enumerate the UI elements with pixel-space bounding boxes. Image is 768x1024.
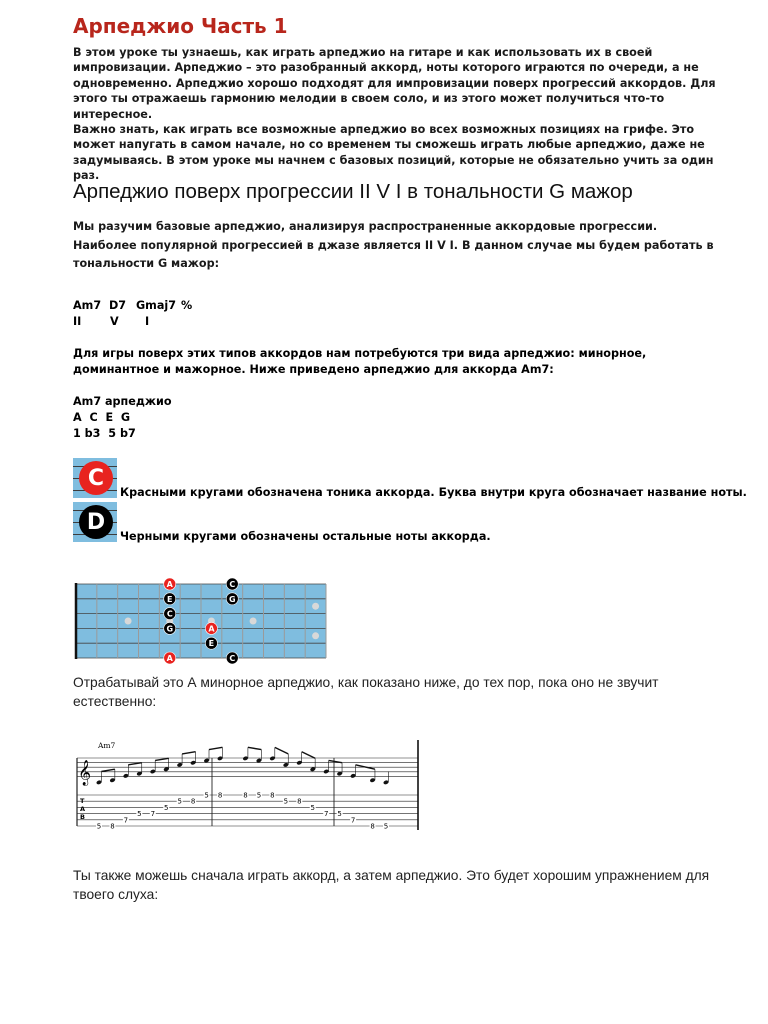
note-label: A [166, 580, 173, 589]
tab-number: 8 [297, 797, 302, 806]
tab-clef-letter: A [80, 805, 86, 813]
note-label: C [166, 609, 173, 619]
tab-number: 5 [137, 810, 142, 819]
note-label: A [166, 654, 173, 663]
tab-number: 5 [383, 822, 389, 831]
note-beam [302, 752, 315, 759]
arpeggio-intervals: 1 b3 5 b7 [73, 426, 136, 440]
tab-clef-letter: B [80, 813, 85, 821]
chord-degree: II [73, 314, 82, 328]
fret-marker [250, 618, 257, 625]
chord-note-legend-icon [73, 502, 117, 542]
note-beam [155, 758, 168, 760]
intro-text [73, 45, 733, 184]
arpeggio-types-text: Для игры поверх этих типов аккордов нам потребуются три вида арпеджио: минорное, доминантное и мажорное. Ниже приведено арпеджио для аккорда Am7: [73, 347, 647, 376]
legend-tone-circle: D [79, 505, 113, 539]
tab-number: 5 [204, 791, 209, 800]
note-beam [209, 747, 222, 749]
tab-number: 7 [150, 810, 156, 819]
tab-number: 5 [177, 797, 182, 806]
tab-number: 5 [164, 803, 169, 812]
tab-number: 7 [123, 816, 129, 825]
fret-marker [125, 618, 132, 625]
chord-then-arpeggio-text: Ты также можешь сначала играть аккорд, а затем арпеджио. Это будет хорошим упражнением для твоего слуха: [73, 868, 710, 902]
tab-number: 7 [323, 810, 329, 819]
score-chord-label: Am7 [98, 741, 116, 750]
legend-root-circle: C [79, 461, 113, 495]
tab-number: 8 [370, 822, 375, 831]
tab-number: 5 [96, 822, 102, 831]
tab-number: 5 [337, 810, 342, 819]
fret-marker [312, 632, 319, 639]
tab-number: 8 [217, 791, 223, 800]
root-note-legend-icon [73, 458, 117, 498]
tab-number: 8 [110, 822, 115, 831]
intro-paragraph-1: В этом уроке ты узнаешь, как играть арпеджио на гитаре и как использовать их в своей импровизации. Арпеджио – это разобранный аккорд, ноты которого играются по очереди, а не одновременно. Арпеджио хорошо подходят для импровизации поверх прогрессий аккордов. Для этого ты отражаешь гармонию мелодии в своем соло, и из этого может получиться что-то интересное. [73, 46, 716, 121]
note-beam [101, 769, 114, 771]
section-heading: Арпеджио поверх прогрессии II V I в тональности G мажор [73, 180, 633, 203]
fretboard-diagram [70, 578, 332, 666]
arpeggio-name: Am7 арпеджио [73, 395, 172, 408]
chord-name: Gmaj7 [136, 299, 177, 312]
chord-name: D7 [109, 299, 127, 312]
fret-marker [312, 603, 319, 610]
tab-number: 5 [256, 791, 262, 800]
chord-degree: I [145, 314, 150, 328]
page-title: Арпеджио Часть 1 [73, 14, 288, 38]
root-note-legend-text: Красными кругами обозначена тоника аккорда. Буква внутри круга обозначает название ноты. [120, 486, 747, 499]
arpeggio-notes: A C E G [73, 410, 131, 424]
tab-number: 5 [310, 803, 315, 812]
note-label: E [167, 594, 173, 604]
practice-text: Отрабатывай это А минорное арпеджио, как показано ниже, до тех пор, пока оно не звучит естественно: [73, 675, 659, 709]
note-label: G [166, 624, 174, 634]
treble-clef-icon: 𝄞 [78, 760, 92, 786]
progression-intro-text: Мы разучим базовые арпеджио, анализируя распространенные аккордовые прогрессии. Наиболее популярной прогрессией в джазе является II V I. В данном случае мы будем работать в тональности G мажор: [73, 220, 714, 270]
note-beam [248, 747, 261, 749]
note-beam [128, 763, 141, 765]
note-label: A [208, 624, 215, 634]
tab-number: 7 [350, 816, 356, 825]
note-label: G [228, 594, 236, 604]
note-beam [275, 747, 288, 754]
chord-name: Am7 [73, 299, 102, 312]
chord-note-legend-text: Черными кругами обозначены остальные ноты аккорда. [120, 530, 491, 543]
chord-name: % [181, 299, 193, 312]
tab-number: 8 [243, 791, 248, 800]
note-beam [182, 752, 195, 754]
intro-paragraph-2: Важно знать, как играть все возможные арпеджио во всех возможных позициях на грифе. Это может напугать в самом начале, но со временем ты сможешь играть любые арпеджио, даже не задумываясь. В этом уроке мы начнем с базовых позиций, которые не обязательно учить за один раз. [73, 123, 714, 183]
chord-degree: V [110, 314, 119, 328]
note-label: C [229, 654, 236, 663]
note-label: E [208, 639, 215, 649]
notation-and-tab [72, 736, 432, 832]
tab-number: 5 [283, 797, 289, 806]
tab-clef-letter: T [80, 797, 85, 805]
note-label: C [229, 580, 236, 589]
tab-number: 8 [270, 791, 275, 800]
tab-number: 8 [190, 797, 196, 806]
arpeggio-info [73, 394, 172, 441]
